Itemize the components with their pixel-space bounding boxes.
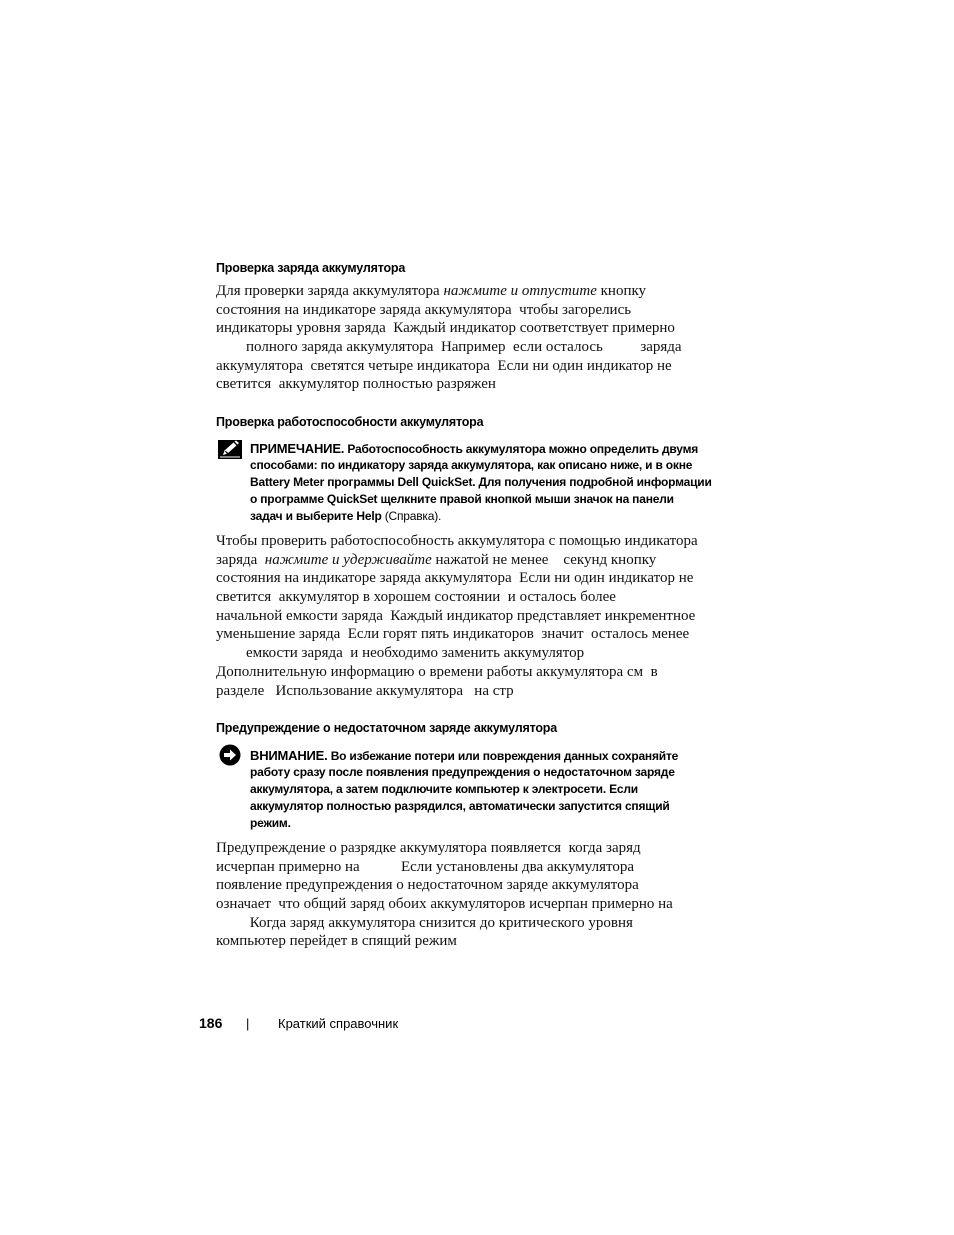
footer-separator: | <box>246 1016 250 1031</box>
paragraph-charge-check <box>216 282 682 394</box>
notice-label: ВНИМАНИЕ. <box>250 748 328 763</box>
note-line: способами: по индикатору заряда аккумулятора, как описано ниже, и в окне <box>250 458 693 472</box>
section-heading-low-battery: Предупреждение о недостаточном заряде аккумулятора <box>216 721 557 735</box>
notice-arrow-icon <box>219 744 241 771</box>
text-line: Предупреждение о разрядке аккумулятора появляется когда заряд <box>216 840 641 856</box>
text-line: разделе Использование аккумулятора на стр <box>216 682 514 699</box>
text-line: индикаторы уровня заряда Каждый индикатор соответствует примерно <box>216 320 675 337</box>
text-line: уменьшение заряда Если горят пять индикаторов значит осталось менее <box>216 626 690 643</box>
text-line: означает что общий заряд обоих аккумуляторов исчерпан примерно на <box>216 896 673 913</box>
text-line: аккумулятора светятся четыре индикатора Если ни один индикатор не <box>216 357 672 374</box>
text-line: состояния на индикаторе заряда аккумулятора Если ни один индикатор не <box>216 570 694 587</box>
text-line: светится аккумулятор в хорошем состоянии и осталось более <box>216 589 616 606</box>
text-line: светится аккумулятор полностью разряжен <box>216 376 496 393</box>
paragraph-low-battery <box>216 839 673 951</box>
note-pencil-icon <box>218 440 242 464</box>
text-line: начальной емкости заряда Каждый индикатор представляет инкрементное <box>216 607 696 624</box>
note-line: о программе QuickSet щелкните правой кнопкой мыши значок на панели <box>250 492 674 506</box>
notice-block <box>250 747 678 832</box>
text-line: появление предупреждения о недостаточном заряде аккумулятора <box>216 877 639 894</box>
text-line: Дополнительную информацию о времени работы аккумулятора см в <box>216 663 658 680</box>
text-line: исчерпан примерно на Если установлены два аккумулятора <box>216 858 634 875</box>
notice-line: аккумулятор полностью разрядился, автоматически запустится спящий <box>250 799 670 813</box>
notice-line: ВНИМАНИЕ. Во избежание потери или повреждения данных сохраняйте <box>250 748 679 763</box>
note-line: задач и выберите Help (Справка). <box>250 509 442 523</box>
text-line: полного заряда аккумулятора Например если осталось заряда <box>216 339 682 356</box>
text-line: Чтобы проверить работоспособность аккумулятора с помощью индикатора <box>216 533 698 549</box>
footer-title: Краткий справочник <box>278 1016 399 1031</box>
section-heading-health-check: Проверка работоспособности аккумулятора <box>216 415 484 429</box>
notice-line: аккумулятора, а затем подключите компьютер к электросети. Если <box>250 782 638 796</box>
text-line: компьютер перейдет в спящий режим <box>216 933 457 950</box>
section-heading-charge-check: Проверка заряда аккумулятора <box>216 261 406 275</box>
text-line: емкости заряда и необходимо заменить аккумулятор <box>216 645 585 662</box>
page-number: 186 <box>199 1015 223 1031</box>
text-line: Для проверки заряда аккумулятора нажмите и отпустите кнопку <box>216 283 647 299</box>
text-line: состояния на индикаторе заряда аккумулятора чтобы загорелись <box>216 301 632 318</box>
note-label: ПРИМЕЧАНИЕ. <box>250 441 345 456</box>
notice-line: режим. <box>250 816 291 830</box>
note-line: ПРИМЕЧАНИЕ. Работоспособность аккумулятора можно определить двумя <box>250 441 699 456</box>
paragraph-health-check <box>216 532 698 700</box>
note-block <box>250 440 712 525</box>
text-line: Когда заряд аккумулятора снизится до критического уровня <box>216 914 633 931</box>
text-line: заряда нажмите и удерживайте нажатой не менее секунд кнопку <box>216 551 657 568</box>
note-line: Battery Meter программы Dell QuickSet. Для получения подробной информации <box>250 475 712 489</box>
notice-line: работу сразу после появления предупреждения о недостаточном заряде <box>250 765 675 779</box>
